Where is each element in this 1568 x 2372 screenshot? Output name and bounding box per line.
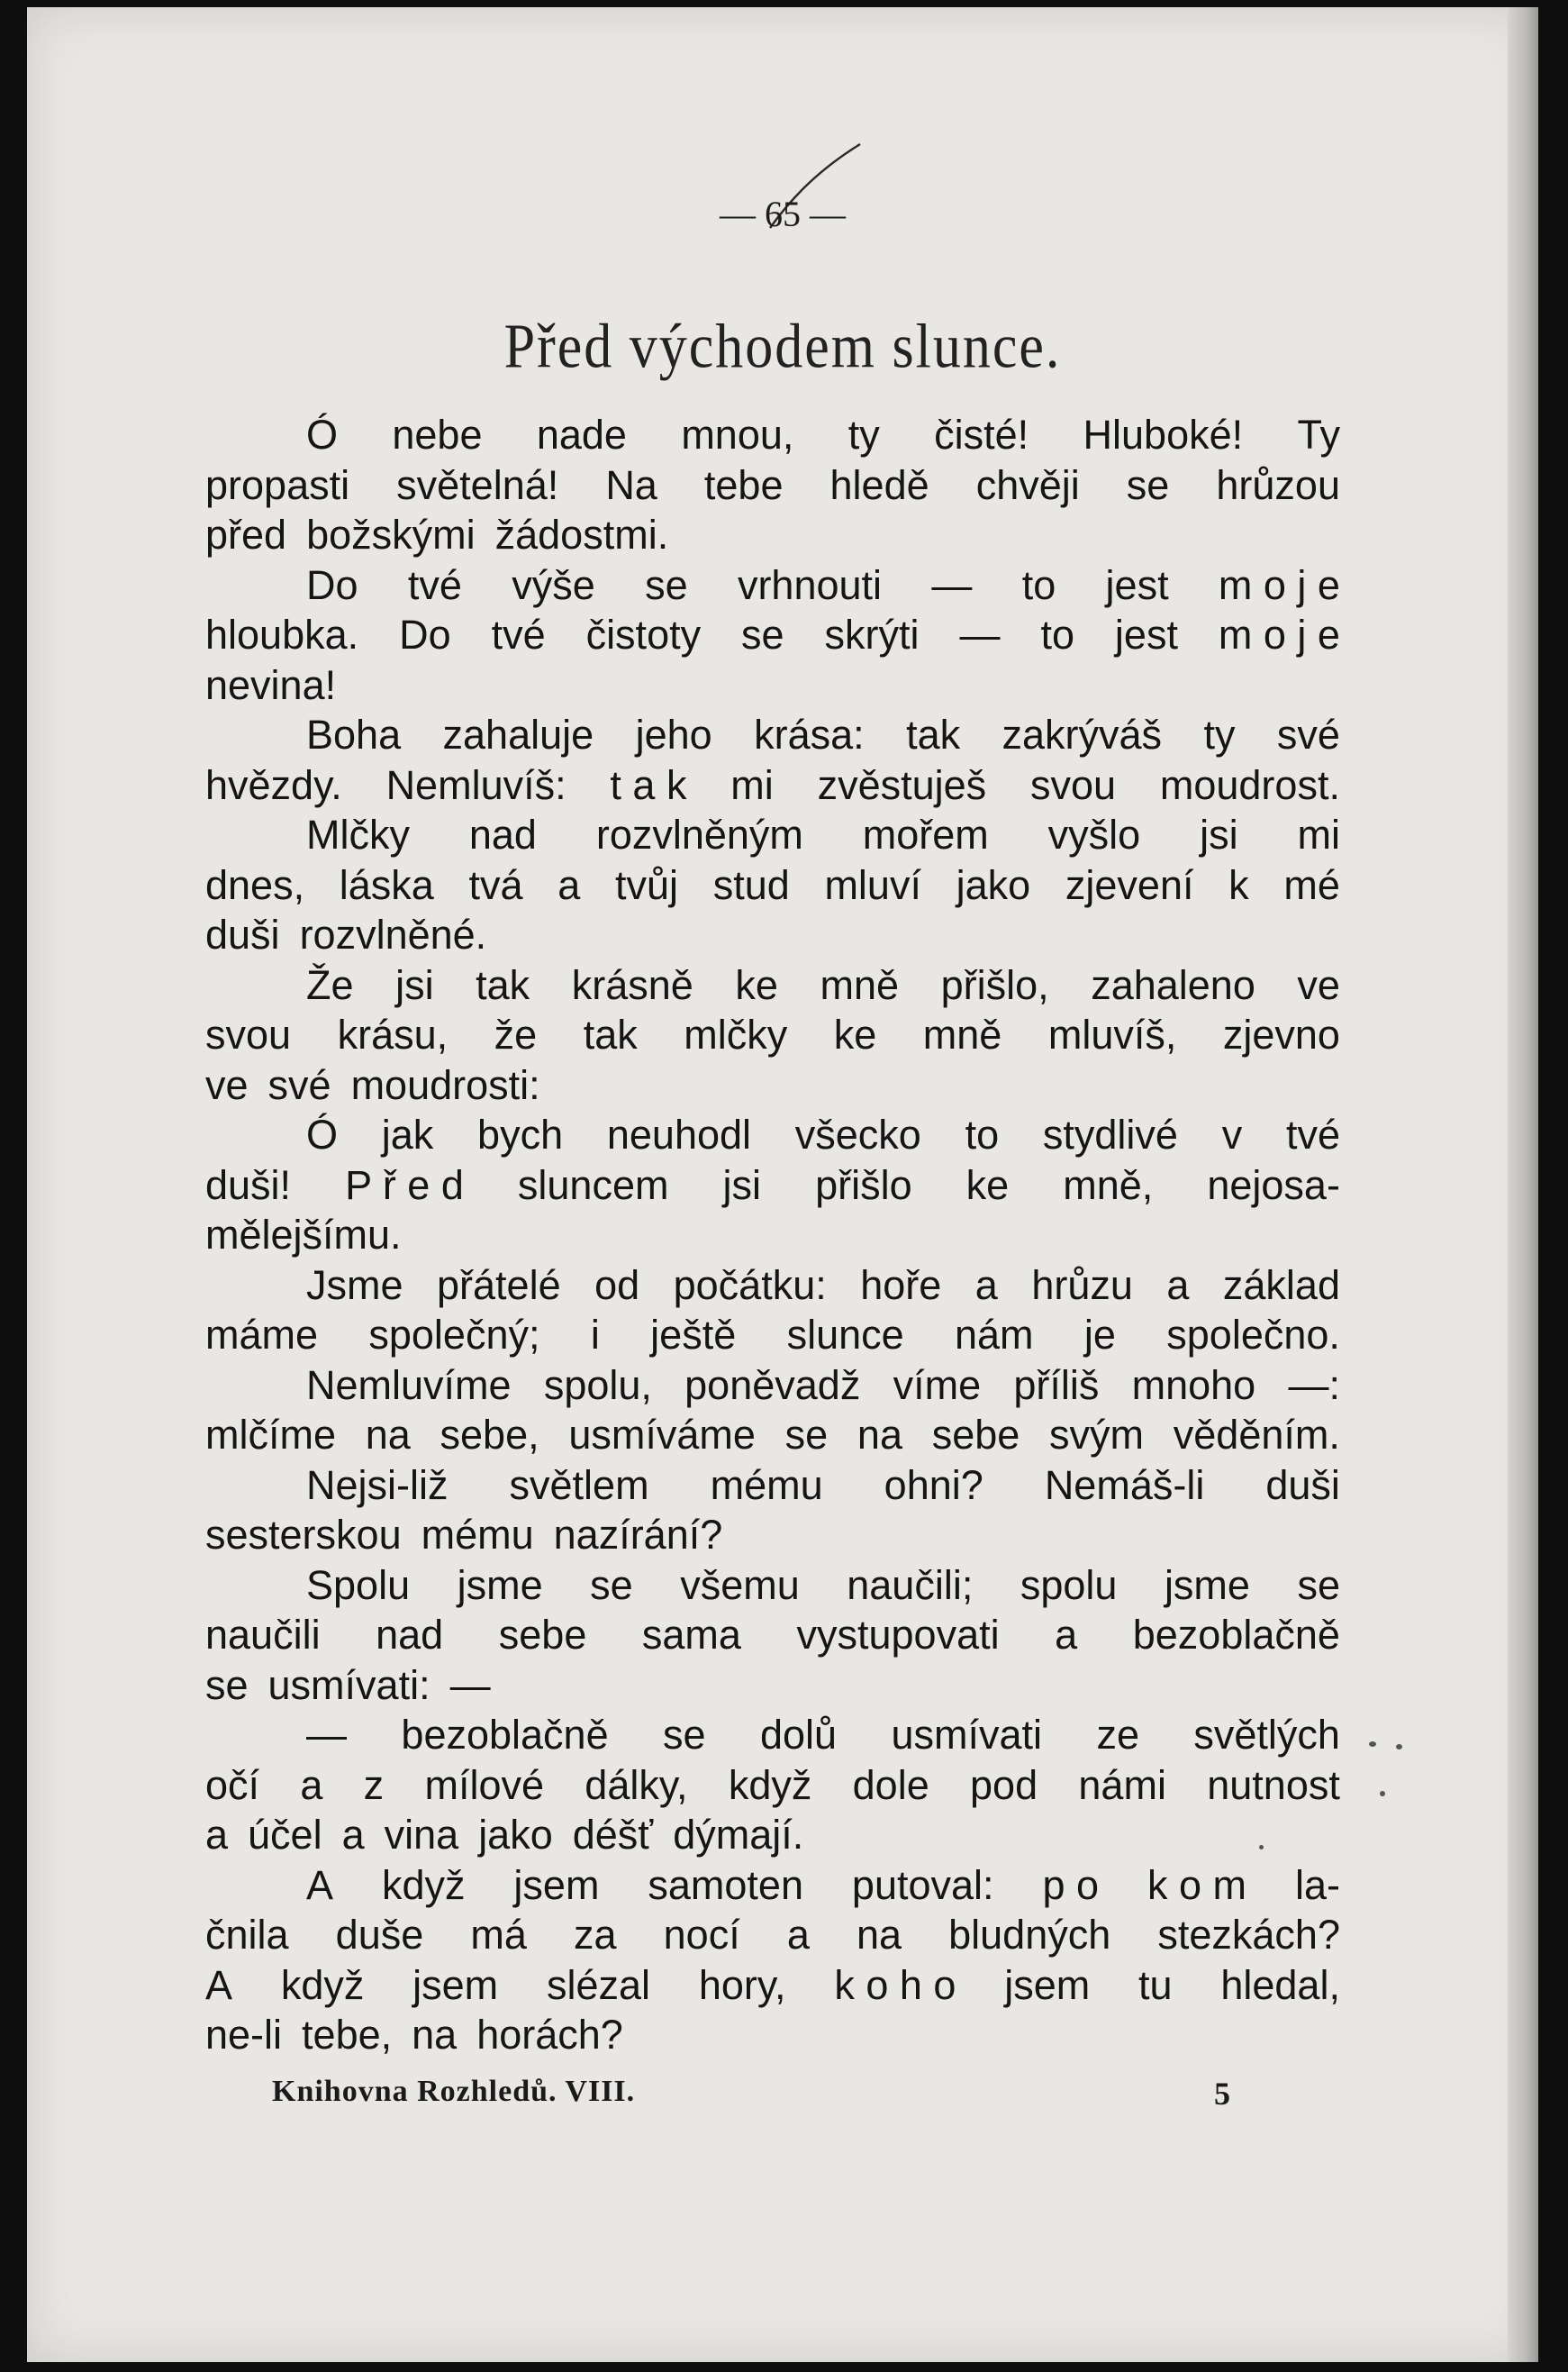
word: nám	[955, 1312, 1034, 1358]
word: nad	[468, 812, 537, 858]
word: A	[306, 1861, 334, 1908]
word: námi	[1078, 1761, 1166, 1808]
word: se	[663, 1712, 706, 1758]
word: když	[728, 1761, 812, 1808]
word: na	[365, 1412, 411, 1458]
word: na	[856, 1912, 902, 1958]
word: ne-li	[205, 2012, 283, 2058]
word: mílové	[424, 1761, 544, 1808]
word: mělejšímu.	[205, 1212, 402, 1258]
word: to	[965, 1112, 1000, 1158]
word: jest	[1105, 561, 1169, 608]
word: Ó	[306, 1112, 339, 1158]
word: a	[1166, 1261, 1190, 1308]
text-line	[205, 1660, 1340, 1711]
word: Do	[306, 561, 358, 608]
word: se	[1126, 461, 1170, 508]
word: jsem	[1004, 1961, 1091, 2008]
word: jsem	[412, 1961, 499, 2008]
word: zvěstuješ	[817, 761, 987, 808]
word: m o j e	[1218, 561, 1340, 608]
word: příliš	[1013, 1361, 1100, 1408]
word: počátku:	[673, 1261, 827, 1308]
word: mnoho	[1131, 1361, 1256, 1408]
word: mému	[421, 1512, 534, 1558]
text-line	[205, 1810, 1340, 1860]
text-line	[205, 660, 1340, 711]
word: mnou,	[681, 412, 794, 458]
word: chvěji	[975, 461, 1080, 508]
word: ze	[1096, 1712, 1139, 1758]
word: hvězdy.	[205, 761, 342, 808]
word: zahaleno	[1091, 961, 1255, 1008]
word: k o m	[1147, 1861, 1247, 1908]
text-line	[205, 810, 1340, 860]
word: mně	[820, 961, 900, 1008]
word: nocí	[663, 1912, 740, 1958]
word: nutnost	[1207, 1761, 1340, 1808]
word: ještě	[650, 1312, 737, 1358]
word: —	[931, 561, 973, 608]
text-line	[205, 410, 1340, 460]
word: a	[300, 1761, 323, 1808]
word: nevina!	[205, 661, 337, 708]
text-line	[205, 1160, 1340, 1211]
word: zjevení	[1065, 861, 1194, 908]
word: vyšlo	[1047, 812, 1141, 858]
word: la-	[1294, 1861, 1340, 1908]
word: nebe	[392, 412, 483, 458]
word: svým	[1049, 1412, 1145, 1458]
word: k	[1228, 861, 1249, 908]
word: tak	[476, 961, 530, 1008]
word: hloubka.	[205, 612, 359, 658]
word: krásu,	[337, 1012, 449, 1058]
word: tvá	[468, 861, 523, 908]
word: božskými	[306, 512, 476, 558]
word: od	[594, 1261, 640, 1308]
word: se	[1297, 1561, 1340, 1608]
word: Na	[605, 461, 657, 508]
word: se	[590, 1561, 633, 1608]
text-line	[205, 1460, 1340, 1511]
word: nejosa-	[1207, 1161, 1340, 1208]
word: putoval:	[851, 1861, 994, 1908]
word: čistoty	[585, 612, 702, 658]
word: hledal,	[1220, 1961, 1340, 2008]
word: když	[280, 1961, 365, 2008]
word: ve	[1297, 961, 1340, 1008]
word: společno.	[1166, 1312, 1340, 1358]
word: věděním.	[1173, 1412, 1340, 1458]
text-line	[205, 1560, 1340, 1611]
word: a	[557, 861, 581, 908]
word: A	[205, 1961, 233, 2008]
word: Do	[399, 612, 451, 658]
word: tu	[1138, 1961, 1173, 2008]
page-number: — 65 —	[720, 194, 846, 234]
word: zahaluje	[442, 712, 594, 758]
word: duši	[205, 912, 280, 958]
word: a	[974, 1261, 998, 1308]
word: to	[1040, 612, 1074, 658]
print-speck	[1369, 1741, 1376, 1747]
word: Boha	[306, 712, 402, 758]
word: slunce	[786, 1312, 904, 1358]
word: vrhnouti	[737, 561, 883, 608]
word: jsem	[513, 1861, 600, 1908]
word: hoře	[860, 1261, 942, 1308]
text-line	[205, 2010, 1340, 2060]
word: t a k	[610, 761, 687, 808]
word: ke	[833, 1012, 877, 1058]
word: láska	[339, 861, 434, 908]
word: bludných	[948, 1912, 1111, 1958]
word: sesterskou	[205, 1512, 402, 1558]
word: horách?	[476, 2012, 623, 2058]
word: Ó	[306, 412, 339, 458]
text-line	[205, 860, 1340, 911]
text-line	[205, 960, 1340, 1011]
word: tak	[906, 712, 961, 758]
text-line	[205, 1610, 1340, 1660]
word: všecko	[794, 1112, 921, 1158]
word: za	[574, 1912, 617, 1958]
footer-sheet-number: 5	[1214, 2076, 1230, 2112]
word: a	[205, 1812, 229, 1858]
word: světlých	[1193, 1712, 1340, 1758]
text-line	[205, 1510, 1340, 1560]
word: jako	[956, 861, 1031, 908]
word: spolu,	[543, 1361, 652, 1408]
word: P ř e d	[345, 1161, 464, 1208]
word: sebe	[931, 1412, 1020, 1458]
word: hory,	[698, 1961, 786, 2008]
word: sluncem	[517, 1161, 669, 1208]
word: se	[205, 1661, 249, 1708]
word: účel	[248, 1812, 322, 1858]
chapter-title: Před východem slunce.	[503, 312, 1062, 382]
word: Ty	[1297, 412, 1340, 458]
text-line	[205, 1760, 1340, 1811]
word: m o j e	[1218, 612, 1340, 658]
word: samoten	[648, 1861, 803, 1908]
word: hrůzu	[1031, 1261, 1133, 1308]
word: v	[1221, 1112, 1243, 1158]
word: Že	[306, 961, 354, 1008]
word: jsi	[1200, 812, 1238, 858]
word: se	[645, 561, 688, 608]
word: Nemluvíš:	[385, 761, 566, 808]
word: zjevno	[1222, 1012, 1340, 1058]
word: skrýti	[824, 612, 920, 658]
text-line	[205, 1860, 1340, 1911]
word: a	[1055, 1612, 1078, 1658]
text-line	[205, 460, 1340, 511]
word: spolu	[1020, 1561, 1118, 1608]
word: svou	[205, 1012, 292, 1058]
text-line	[205, 1260, 1340, 1311]
word: jsi	[395, 961, 434, 1008]
word: světlem	[509, 1461, 649, 1508]
word: ty	[1203, 712, 1236, 758]
word: usmívati	[891, 1712, 1043, 1758]
word: propasti	[205, 461, 350, 508]
word: tebe,	[302, 2012, 393, 2058]
word: na	[857, 1412, 902, 1458]
word: usmívati:	[267, 1661, 431, 1708]
word: přišlo	[815, 1161, 912, 1208]
text-line	[205, 1060, 1340, 1111]
word: dnes,	[205, 861, 305, 908]
word: ve	[205, 1061, 249, 1108]
text-line	[205, 910, 1340, 960]
text-line	[205, 1010, 1340, 1060]
word: mořem	[862, 812, 989, 858]
word: dálky,	[585, 1761, 688, 1808]
word: jak	[381, 1112, 434, 1158]
word: déšť	[572, 1812, 654, 1858]
text-line	[205, 1210, 1340, 1260]
word: Nemluvíme	[306, 1361, 512, 1408]
word: dole	[852, 1761, 929, 1808]
word: má	[470, 1912, 527, 1958]
text-line	[205, 710, 1340, 760]
word: bezoblačně	[401, 1712, 609, 1758]
word: mé	[1283, 861, 1340, 908]
word: Spolu	[306, 1561, 411, 1608]
word: se	[741, 612, 784, 658]
word: dolů	[759, 1712, 838, 1758]
word: všemu	[680, 1561, 800, 1608]
word: před	[205, 512, 287, 558]
word: je	[1083, 1312, 1116, 1358]
text-line	[205, 1310, 1340, 1360]
word: bych	[477, 1112, 564, 1158]
word: bezoblačně	[1132, 1612, 1340, 1658]
word: nade	[536, 412, 627, 458]
word: žádostmi.	[494, 512, 669, 558]
word: očí	[205, 1761, 260, 1808]
word: světelná!	[396, 461, 559, 508]
word: Jsme	[306, 1261, 403, 1308]
word: stud	[712, 861, 790, 908]
word: máme	[205, 1312, 319, 1358]
word: naučili;	[847, 1561, 974, 1608]
word: jsi	[722, 1161, 762, 1208]
word: slézal	[546, 1961, 651, 2008]
word: tvé	[1285, 1112, 1340, 1158]
word: zakrýváš	[1002, 712, 1163, 758]
word: když	[381, 1861, 466, 1908]
word: rozvlněným	[595, 812, 803, 858]
word: jsme	[1164, 1561, 1250, 1608]
text-line	[205, 1110, 1340, 1160]
word: i	[590, 1312, 600, 1358]
word: jako	[478, 1812, 553, 1858]
word: z	[363, 1761, 385, 1808]
word: moudrost.	[1159, 761, 1340, 808]
word: ohni?	[884, 1461, 983, 1508]
word: mému	[710, 1461, 823, 1508]
word: nazírání?	[553, 1512, 723, 1558]
print-speck	[1396, 1744, 1402, 1749]
word: sebe,	[440, 1412, 539, 1458]
text-line	[205, 1960, 1340, 2011]
text-line	[205, 610, 1340, 660]
text-line	[205, 1410, 1340, 1460]
word: vystupovati	[796, 1612, 1000, 1658]
word: jest	[1114, 612, 1178, 658]
text-line	[205, 760, 1340, 811]
word: a	[786, 1912, 810, 1958]
word: k o h o	[834, 1961, 956, 2008]
text-line	[205, 560, 1340, 611]
word: hledě	[829, 461, 929, 508]
word: poněvadž	[684, 1361, 861, 1408]
word: hrůzou	[1216, 461, 1340, 508]
word: tak	[583, 1012, 638, 1058]
text-line	[205, 1360, 1340, 1411]
word: stydlivé	[1042, 1112, 1178, 1158]
footer-signature: Knihovna Rozhledů. VIII.	[272, 2075, 636, 2108]
word: —	[449, 1661, 491, 1708]
word: duši	[1265, 1461, 1340, 1508]
word: duši!	[205, 1161, 292, 1208]
word: —	[959, 612, 1001, 658]
word: Mlčky	[306, 812, 410, 858]
word: —:	[1288, 1361, 1340, 1408]
word: čnila	[205, 1912, 289, 1958]
word: mně,	[1063, 1161, 1154, 1208]
word: výše	[512, 561, 595, 608]
book-page	[27, 7, 1538, 2362]
word: krásně	[571, 961, 693, 1008]
word: Nejsi-liž	[306, 1461, 449, 1508]
word: víme	[893, 1361, 982, 1408]
word: tvůj	[614, 861, 678, 908]
word: sama	[641, 1612, 741, 1658]
word: dýmají.	[673, 1812, 804, 1858]
word: sebe	[498, 1612, 587, 1658]
word: to	[1021, 561, 1056, 608]
word: tebe	[703, 461, 784, 508]
word: své	[1276, 712, 1340, 758]
word: mi	[730, 761, 774, 808]
word: duše	[335, 1912, 424, 1958]
word: stezkách?	[1157, 1912, 1340, 1958]
word: přišlo,	[940, 961, 1049, 1008]
word: mluví	[824, 861, 921, 908]
word: a	[341, 1812, 365, 1858]
word: tvé	[491, 612, 546, 658]
word: ty	[847, 412, 880, 458]
word: usmíváme	[568, 1412, 756, 1458]
word: jsme	[457, 1561, 543, 1608]
word: neuhodl	[606, 1112, 752, 1158]
text-line	[205, 510, 1340, 560]
word: nad	[376, 1612, 444, 1658]
word: se	[784, 1412, 829, 1458]
word: mluvíš,	[1047, 1012, 1177, 1058]
word: rozvlněné.	[299, 912, 487, 958]
word: základ	[1222, 1261, 1340, 1308]
word: moudrosti:	[350, 1061, 540, 1108]
print-speck	[1380, 1791, 1385, 1796]
text-line	[205, 1910, 1340, 1960]
word: ke	[735, 961, 778, 1008]
word: mně	[922, 1012, 1002, 1058]
word: že	[494, 1012, 538, 1058]
word: krása:	[754, 712, 865, 758]
word: —	[306, 1712, 347, 1758]
text-line	[205, 1710, 1340, 1760]
word: svou	[1029, 761, 1117, 808]
word: Hluboké!	[1083, 412, 1244, 458]
word: tvé	[407, 561, 462, 608]
print-speck	[1259, 1845, 1264, 1849]
word: jeho	[635, 712, 712, 758]
word: přátelé	[437, 1261, 561, 1308]
word: pod	[970, 1761, 1038, 1808]
word: společný;	[368, 1312, 540, 1358]
word: mlčíme	[205, 1412, 336, 1458]
word: naučili	[205, 1612, 321, 1658]
word: mlčky	[684, 1012, 788, 1058]
word: mi	[1297, 812, 1340, 858]
word: ke	[965, 1161, 1010, 1208]
word: vina	[384, 1812, 459, 1858]
word: čisté!	[934, 412, 1029, 458]
word: na	[412, 2012, 458, 2058]
word: Nemáš-li	[1044, 1461, 1205, 1508]
body-text	[205, 410, 1340, 2060]
word: své	[267, 1061, 331, 1108]
word: p o	[1042, 1861, 1100, 1908]
